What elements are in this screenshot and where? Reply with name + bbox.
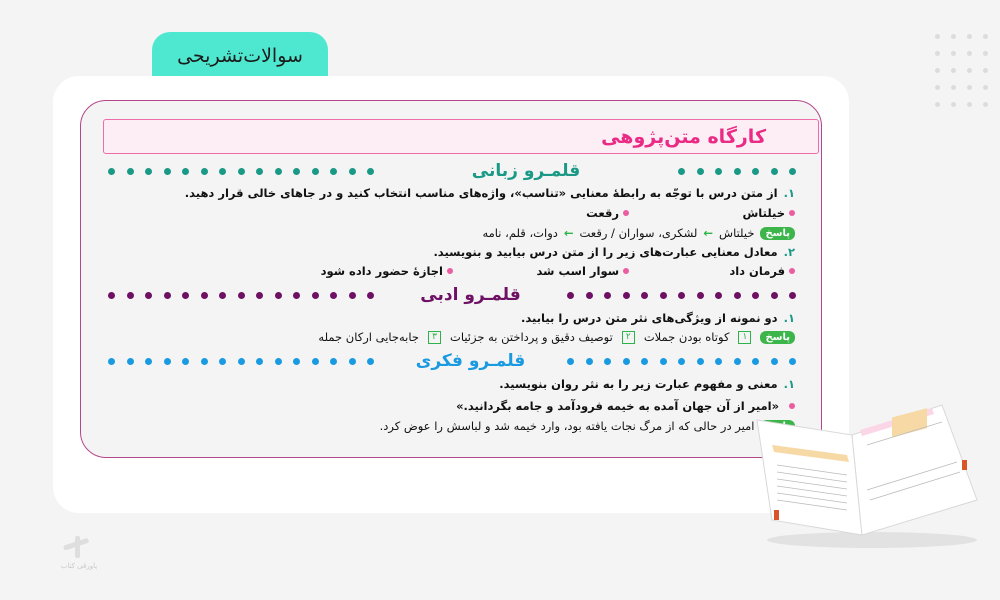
item: خیلتاش <box>635 206 795 220</box>
dots-right <box>567 292 796 299</box>
question-text: از متن درس با توجّه به رابطهٔ معنایی «تناسب»، واژه‌های مناسب انتخاب کنید و در جاهای خالی قرار دهید. <box>184 186 778 200</box>
tab-title-text: سوالات‌تشریحی <box>177 45 303 67</box>
number-box: ۳ <box>428 331 441 344</box>
section-title-language: قلمـرو زبانی <box>471 161 581 181</box>
dots-right <box>567 358 796 365</box>
section-title-thought: قلمـرو فکری <box>415 351 526 371</box>
question-language-1-items <box>586 206 795 220</box>
dots-left <box>108 292 374 299</box>
dots-right <box>678 168 796 175</box>
section-header-thought <box>108 350 796 372</box>
answer-literary-1: پاسخ ۱ کوتاه بودن جملات ۲ توصیف دقیق و پرداختن به جزئیات ۳ جابه‌جایی ارکان جمله <box>318 330 795 344</box>
question-text: معنی و مفهوم عبارت زیر را به نثر روان بنویسید. <box>499 377 778 391</box>
section-header-language <box>108 160 796 182</box>
question-number: ۱. <box>783 186 795 200</box>
number-box: ۱ <box>738 331 751 344</box>
decorative-dot-grid <box>935 34 999 107</box>
item: فرمان داد <box>635 264 795 278</box>
question-number: ۱. <box>783 311 795 325</box>
bullet-icon <box>623 268 629 274</box>
bullet-icon <box>447 268 453 274</box>
bullet-icon <box>789 268 795 274</box>
number-box: ۲ <box>622 331 635 344</box>
item: رقعت <box>586 206 629 220</box>
question-language-1 <box>185 186 795 200</box>
question-thought-1 <box>499 377 795 391</box>
question-number: ۲. <box>783 245 795 259</box>
question-number: ۱. <box>783 377 795 391</box>
answer-language-1: پاسخ خیلتاش ← لشکری، سواران / رقعت ← دوات، قلم، نامه <box>482 226 795 240</box>
question-language-2-items <box>321 264 795 278</box>
bullet-icon <box>789 210 795 216</box>
question-text: دو نمونه از ویژگی‌های نثر متن درس را بیابید. <box>521 311 778 325</box>
question-language-2 <box>433 245 795 259</box>
item: اجازهٔ حضور داده شود <box>321 264 453 278</box>
logo-text: پاورقی کتاب <box>60 562 98 570</box>
answer-thought-1: امیر در حالی که از مرگ نجات یافته بود، وارد خیمه شد و لباسش را عوض کرد. <box>380 419 795 433</box>
section-title-literary: قلمـرو ادبی <box>420 285 521 305</box>
question-literary-1 <box>521 311 795 325</box>
dots-left <box>108 358 374 365</box>
answer-badge: پاسخ <box>760 331 795 344</box>
banner-title: کارگاه متن‌پژوهی <box>601 125 766 148</box>
section-header-literary <box>108 284 796 306</box>
answer-badge: پاسخ <box>760 227 795 240</box>
arrow-left-icon: ← <box>703 226 714 240</box>
open-book-icon <box>752 400 982 550</box>
item: سوار اسب شد <box>459 264 629 278</box>
question-text: معادل معنایی عبارت‌های زیر را از متن درس بیابید و بنویسید. <box>433 245 778 259</box>
section-tab-title <box>152 32 328 80</box>
bullet-icon <box>623 210 629 216</box>
dots-left <box>108 168 374 175</box>
quote-thought-1: «امیر از آن جهان آمده به خیمه فرودآمد و جامه بگردانید.» <box>456 399 795 413</box>
arrow-left-icon: ← <box>563 226 574 240</box>
worksheet-banner <box>103 119 819 154</box>
